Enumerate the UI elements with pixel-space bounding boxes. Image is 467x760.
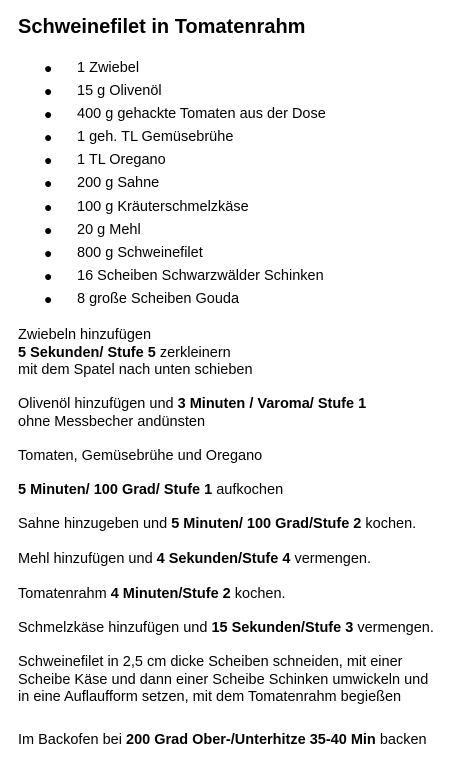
step-1-setting: 5 Sekunden/ Stufe 5 — [18, 344, 156, 361]
step-9-line-1: Schweinefilet in 2,5 cm dicke Scheiben schneiden, mit einer — [18, 654, 403, 670]
step-8-action: vermengen. — [353, 620, 434, 636]
bullet-icon: ● — [44, 60, 53, 76]
step-4-action: aufkochen — [212, 482, 284, 498]
step-7 — [18, 586, 286, 604]
step-7-action: kochen. — [230, 586, 286, 602]
ingredient-text: 100 g Kräuterschmelzkäse — [77, 198, 249, 215]
bullet-icon: ● — [44, 83, 53, 100]
step-8-setting: 15 Sekunden/Stufe 3 — [211, 620, 354, 636]
bullet-icon: ● — [44, 221, 53, 238]
step-8-text: Schmelzkäse hinzufügen und — [18, 620, 212, 636]
step-6-text: Mehl hinzufügen und — [18, 551, 157, 567]
step-8 — [18, 620, 434, 638]
step-4-setting: 5 Minuten/ 100 Grad/ Stufe 1 — [18, 482, 213, 498]
bullet-icon: ● — [44, 106, 53, 123]
ingredient-text: 15 g Olivenöl — [77, 83, 162, 100]
step-1-line-3: mit dem Spatel nach unten schieben — [18, 362, 253, 378]
step-10-text: Im Backofen bei — [18, 732, 126, 748]
step-3-text: Tomaten, Gemüsebrühe und Oregano — [18, 448, 263, 464]
step-2-text: Olivenöl hinzufügen und — [18, 396, 178, 412]
ingredient-text: 1 TL Oregano — [77, 152, 166, 169]
step-6 — [18, 551, 371, 569]
bullet-icon: ● — [44, 152, 53, 169]
ingredient-text: 1 Zwiebel — [77, 60, 140, 76]
step-1-line-1: Zwiebeln hinzufügen — [18, 327, 152, 343]
step-10 — [18, 732, 427, 750]
step-5-text: Sahne hinzugeben und — [18, 516, 172, 532]
step-7-setting: 4 Minuten/Stufe 2 — [110, 586, 231, 602]
step-10-action: backen — [375, 732, 427, 748]
ingredient-text: 1 geh. TL Gemüsebrühe — [77, 129, 234, 146]
step-1 — [18, 327, 253, 380]
ingredient-text: 8 große Scheiben Gouda — [77, 290, 240, 307]
ingredient-text: 400 g gehackte Tomaten aus der Dose — [77, 106, 326, 123]
step-9-line-2: Scheibe Käse und dann einer Scheibe Schinken umwickeln und — [18, 671, 429, 688]
step-7-text: Tomatenrahm — [18, 586, 111, 602]
bullet-icon: ● — [44, 267, 53, 284]
ingredient-text: 200 g Sahne — [77, 175, 160, 192]
ingredient-text: 16 Scheiben Schwarzwälder Schinken — [77, 267, 324, 284]
step-2 — [18, 396, 366, 431]
step-3 — [18, 448, 262, 466]
step-5 — [18, 516, 416, 534]
step-6-action: vermengen. — [290, 551, 372, 567]
step-1-action: zerkleinern — [155, 344, 231, 361]
step-4 — [18, 482, 283, 500]
ingredient-text: 20 g Mehl — [77, 221, 141, 238]
step-10-setting: 200 Grad Ober-/Unterhitze 35-40 Min — [126, 732, 376, 748]
bullet-icon: ● — [44, 244, 53, 261]
ingredient-text: 800 g Schweinefilet — [77, 244, 203, 261]
step-6-setting: 4 Sekunden/Stufe 4 — [156, 551, 291, 567]
recipe-title: Schweinefilet in Tomatenrahm — [18, 16, 306, 38]
bullet-icon: ● — [44, 175, 53, 192]
step-9 — [18, 654, 428, 707]
step-5-action: kochen. — [361, 516, 417, 532]
step-2-setting: 3 Minuten / Varoma/ Stufe 1 — [177, 396, 367, 412]
bullet-icon: ● — [44, 198, 53, 215]
bullet-icon: ● — [44, 290, 53, 307]
bullet-icon: ● — [44, 129, 53, 146]
step-2-line-2: ohne Messbecher andünsten — [18, 413, 206, 430]
step-9-line-3: in eine Auflaufform setzen, mit dem Tomatenrahm begießen — [18, 689, 402, 705]
step-5-setting: 5 Minuten/ 100 Grad/Stufe 2 — [171, 516, 362, 532]
